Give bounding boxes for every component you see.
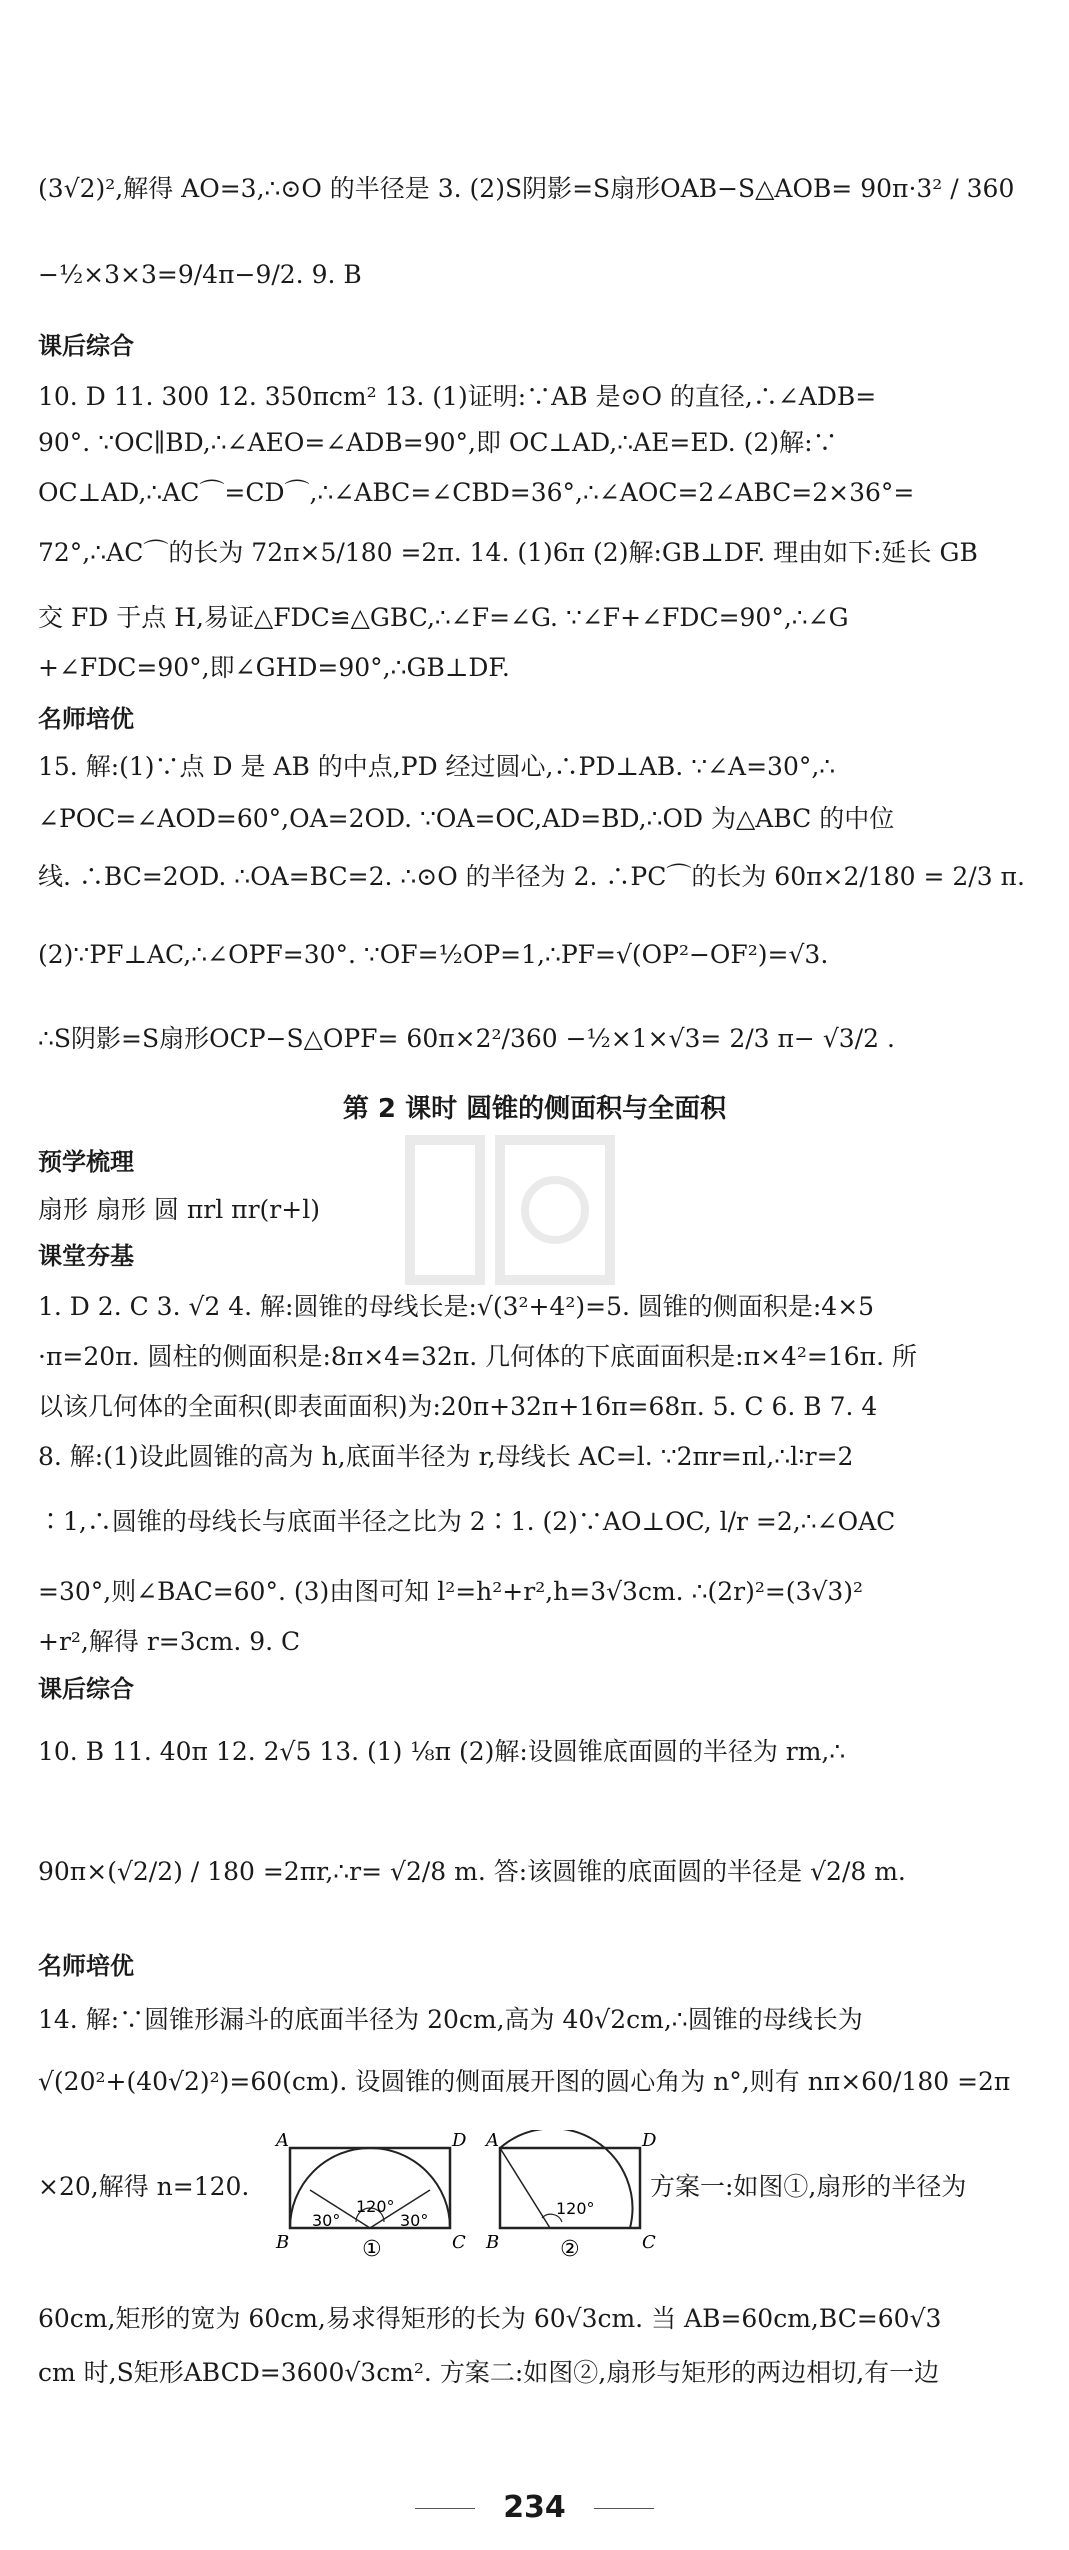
text-line-21: +r²,解得 r=3cm. 9. C [38, 1627, 301, 1656]
text-line-26: ×20,解得 n=120. [38, 2172, 250, 2201]
section-heading-homework: 课后综合 [38, 332, 134, 360]
text-line-22: 10. B 11. 40π 12. 2√5 13. (1) ⅛π (2)解:设圆锥底面圆的半径为 rm,∴ [38, 1737, 846, 1766]
text-line-14: 扇形 扇形 圆 πrl πr(r+l) [38, 1195, 320, 1224]
text-line-20: =30°,则∠BAC=60°. (3)由图可知 l²=h²+r²,h=3√3cm. ∴(2r)²=(3√3)² [38, 1577, 864, 1606]
fig2-number: ② [560, 2237, 580, 2260]
text-line-8: +∠FDC=90°,即∠GHD=90°,∴GB⊥DF. [38, 653, 510, 682]
text-line-18: 8. 解:(1)设此圆锥的高为 h,底面半径为 r,母线长 AC=l. ∵2πr=πl,∴l∶r=2 [38, 1442, 854, 1471]
text-line-3: 10. D 11. 300 12. 350πcm² 13. (1)证明:∵AB 是⊙O 的直径,∴∠ADB= [38, 382, 877, 411]
fig2-angle: 120° [556, 2199, 595, 2218]
section-heading-classwork: 课堂夯基 [38, 1242, 134, 1270]
section-heading-homework-2: 课后综合 [38, 1675, 134, 1703]
fig1-label-B: B [276, 2232, 290, 2253]
fig2-label-D: D [642, 2130, 657, 2151]
fig1-label-A: A [276, 2130, 289, 2151]
fig1-angle-left: 30° [312, 2211, 341, 2230]
text-line-17: 以该几何体的全面积(即表面面积)为:20π+32π+16π=68π. 5. C 6. B 7. 4 [38, 1392, 878, 1421]
text-line-1: (3√2)²,解得 AO=3,∴⊙O 的半径是 3. (2)S阴影=S扇形OAB−S△AOB= 90π·3² / 360 [38, 174, 1015, 203]
section-heading-excellence-2: 名师培优 [38, 1952, 134, 1980]
page-number-row [0, 2490, 1069, 2525]
fig2-label-A: A [486, 2130, 499, 2151]
section-heading-preview: 预学梳理 [38, 1148, 134, 1176]
fig2-label-C: C [642, 2232, 656, 2253]
lesson-title: 第 2 课时 圆锥的侧面积与全面积 [342, 1094, 727, 1124]
text-line-11: 线. ∴BC=2OD. ∴OA=BC=2. ∴⊙O 的半径为 2. ∴PC⌒的长为 60π×2/180 = 2/3 π. [38, 862, 1025, 891]
text-line-25: √(20²+(40√2)²)=60(cm). 设圆锥的侧面展开图的圆心角为 n°,则有 nπ×60/180 =2π [38, 2067, 1011, 2096]
fig1-label-D: D [452, 2130, 467, 2151]
text-line-9: 15. 解:(1)∵点 D 是 AB 的中点,PD 经过圆心,∴PD⊥AB. ∵∠A=30°,∴ [38, 752, 836, 781]
text-line-5: OC⊥AD,∴AC⌒=CD⌒,∴∠ABC=∠CBD=36°,∴∠AOC=2∠ABC=2×36°= [38, 478, 915, 507]
fig1-number: ① [362, 2237, 382, 2260]
text-line-2: −½×3×3=9/4π−9/2. 9. B [38, 260, 362, 289]
fig1-label-C: C [452, 2232, 466, 2253]
page-number: 234 [503, 2490, 566, 2525]
text-line-24: 14. 解:∵圆锥形漏斗的底面半径为 20cm,高为 40√2cm,∴圆锥的母线长为 [38, 2005, 863, 2034]
text-line-23: 90π×(√2/2) / 180 =2πr,∴r= √2/8 m. 答:该圆锥的底面圆的半径是 √2/8 m. [38, 1857, 906, 1886]
fig2-label-B: B [486, 2232, 500, 2253]
text-line-7: 交 FD 于点 H,易证△FDC≌△GBC,∴∠F=∠G. ∵∠F+∠FDC=90°,∴∠G [38, 603, 849, 632]
fig1-angle-center: 120° [356, 2197, 395, 2216]
text-line-19: ∶1,∴圆锥的母线长与底面半径之比为 2∶1. (2)∵AO⊥OC, l/r =2,∴∠OAC [38, 1507, 896, 1536]
text-line-16: ·π=20π. 圆柱的侧面积是:8π×4=32π. 几何体的下底面面积是:π×4²=16π. 所 [38, 1342, 917, 1371]
figure-1 [270, 2130, 470, 2260]
text-line-29: cm 时,S矩形ABCD=3600√3cm². 方案二:如图②,扇形与矩形的两边相切,有一边 [38, 2358, 940, 2387]
text-line-15: 1. D 2. C 3. √2 4. 解:圆锥的母线长是:√(3²+4²)=5. 圆锥的侧面积是:4×5 [38, 1292, 875, 1321]
page-number-dash-right [594, 2508, 654, 2509]
text-line-10: ∠POC=∠AOD=60°,OA=2OD. ∵OA=OC,AD=BD,∴OD 为△ABC 的中位 [38, 804, 895, 833]
text-line-4: 90°. ∵OC∥BD,∴∠AEO=∠ADB=90°,即 OC⊥AD,∴AE=ED. (2)解:∵ [38, 428, 838, 457]
page-number-dash-left [415, 2508, 475, 2509]
text-line-28: 60cm,矩形的宽为 60cm,易求得矩形的长为 60√3cm. 当 AB=60cm,BC=60√3 [38, 2304, 942, 2333]
section-heading-excellence: 名师培优 [38, 705, 134, 733]
text-line-6: 72°,∴AC⌒的长为 72π×5/180 =2π. 14. (1)6π (2)解:GB⊥DF. 理由如下:延长 GB [38, 538, 978, 567]
text-line-12: (2)∵PF⊥AC,∴∠OPF=30°. ∵OF=½OP=1,∴PF=√(OP²−OF²)=√3. [38, 940, 829, 969]
fig1-angle-right: 30° [400, 2211, 429, 2230]
text-line-27: 方案一:如图①,扇形的半径为 [650, 2172, 967, 2201]
text-line-13: ∴S阴影=S扇形OCP−S△OPF= 60π×2²/360 −½×1×√3= 2/3 π− √3/2 . [38, 1024, 895, 1053]
figure-2 [480, 2130, 660, 2260]
